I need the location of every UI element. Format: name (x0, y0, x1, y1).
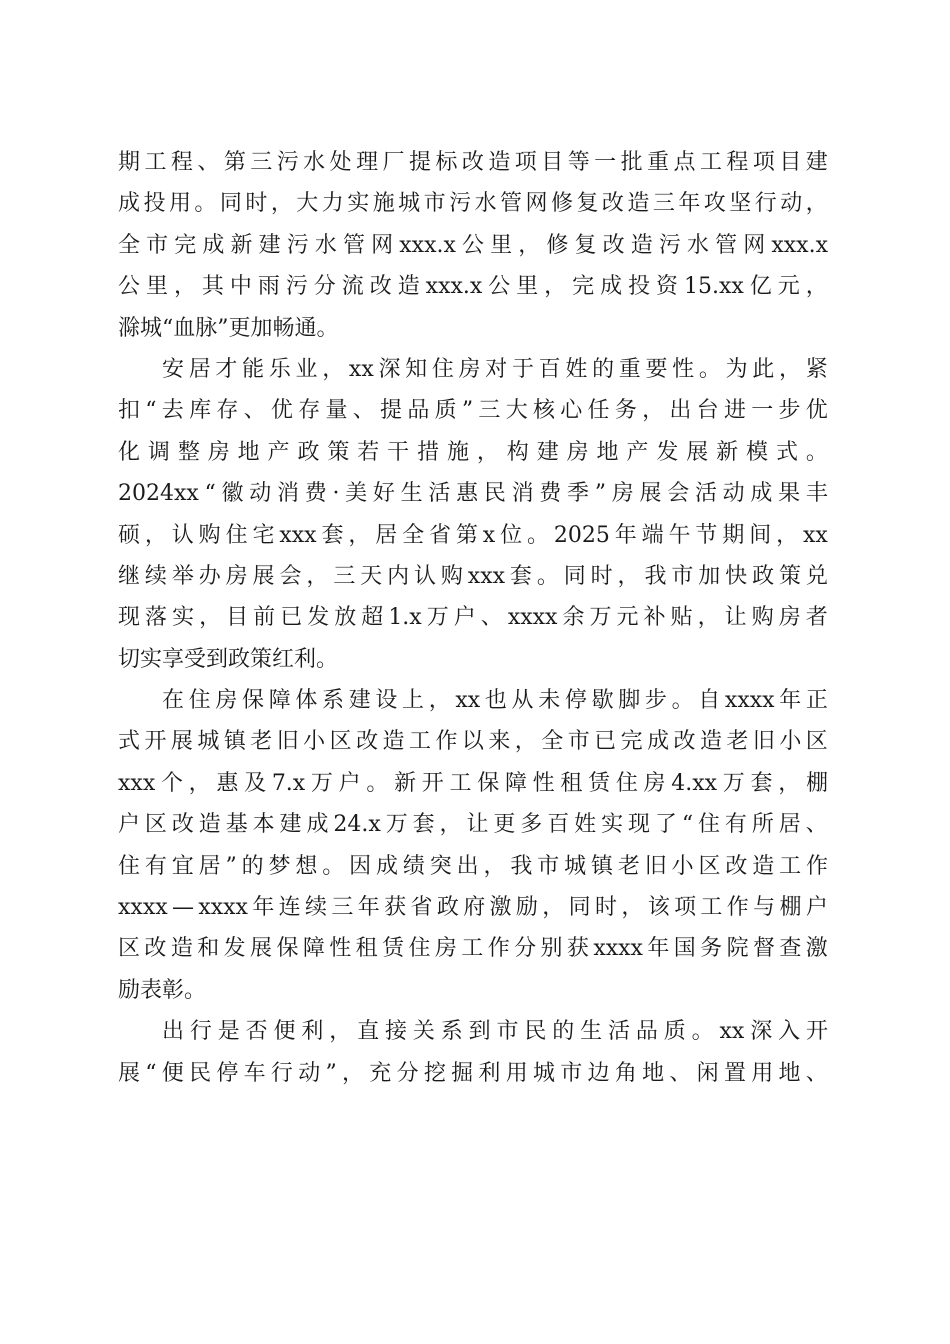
text-line: 扣 “ 去 库 存 、 优 存 量 、 提 品 质 ” 三 大 核 心 任 务 ， 出 台 进 一 步 优 (118, 398, 828, 424)
text-line: 出 行 是 否 便 利 ， 直 接 关 系 到 市 民 的 生 活 品 质 。 xx 深 入 开 (162, 1019, 828, 1045)
text-line: 区 改 造 和 发 展 保 障 性 租 赁 住 房 工 作 分 别 获 xxxx 年 国 务 院 督 查 激 (118, 936, 828, 962)
text-line: xxx 个 ， 惠 及 7.x 万 户 。 新 开 工 保 障 性 租 赁 住 房 4.xx 万 套 ， 棚 (118, 770, 828, 796)
text-line: 滁城“血脉”更加畅通。 (118, 315, 339, 341)
text-line: 安 居 才 能 乐 业 ， xx 深 知 住 房 对 于 百 姓 的 重 要 性 。 为 此 ， 紧 (162, 356, 828, 382)
text-line: 展 “ 便 民 停 车 行 动 ” ， 充 分 挖 掘 利 用 城 市 边 角 地 、 闲 置 用 地 、 (118, 1060, 828, 1086)
text-line: 继 续 举 办 房 展 会 ， 三 天 内 认 购 xxx 套 。 同 时 ， 我 市 加 快 政 策 兑 (118, 563, 828, 589)
body-text (118, 142, 828, 1094)
text-line: 切实享受到政策红利。 (118, 646, 339, 672)
text-line: 公 里 ， 其 中 雨 污 分 流 改 造 xxx.x 公 里 ， 完 成 投 资 15.xx 亿 元 ， (118, 274, 828, 300)
text-line: 成 投 用 。 同 时 ， 大 力 实 施 城 市 污 水 管 网 修 复 改 造 三 年 攻 坚 行 动 ， (118, 191, 828, 217)
text-line: 化 调 整 房 地 产 政 策 若 干 措 施 ， 构 建 房 地 产 发 展 新 模 式 。 (118, 439, 828, 465)
text-line: 硕 ， 认 购 住 宅 xxx 套 ， 居 全 省 第 x 位 。 2025 年 端 午 节 期 间 ， xx (118, 522, 828, 548)
text-line: 2024xx “ 徽 动 消 费 · 美 好 生 活 惠 民 消 费 季 ” 房 展 会 活 动 成 果 丰 (118, 481, 828, 507)
text-line: xxxx — xxxx 年 连 续 三 年 获 省 政 府 激 励 ， 同 时 ， 该 项 工 作 与 棚 户 (118, 895, 828, 921)
text-line: 在 住 房 保 障 体 系 建 设 上 ， xx 也 从 未 停 歇 脚 步 。 自 xxxx 年 正 (162, 688, 828, 714)
text-line: 式 开 展 城 镇 老 旧 小 区 改 造 工 作 以 来 ， 全 市 已 完 成 改 造 老 旧 小 区 (118, 729, 828, 755)
text-line: 住 有 宜 居 ” 的 梦 想 。 因 成 绩 突 出 ， 我 市 城 镇 老 旧 小 区 改 造 工 作 (118, 853, 828, 879)
text-line: 现 落 实 ， 目 前 已 发 放 超 1.x 万 户 、 xxxx 余 万 元 补 贴 ， 让 购 房 者 (118, 605, 828, 631)
text-line: 全 市 完 成 新 建 污 水 管 网 xxx.x 公 里 ， 修 复 改 造 污 水 管 网 xxx.x (118, 232, 828, 258)
text-line: 励表彰。 (118, 977, 207, 1003)
text-line: 户 区 改 造 基 本 建 成 24.x 万 套 ， 让 更 多 百 姓 实 现 了 “ 住 有 所 居 、 (118, 812, 828, 838)
text-line: 期 工 程 、 第 三 污 水 处 理 厂 提 标 改 造 项 目 等 一 批 重 点 工 程 项 目 建 (118, 150, 828, 175)
